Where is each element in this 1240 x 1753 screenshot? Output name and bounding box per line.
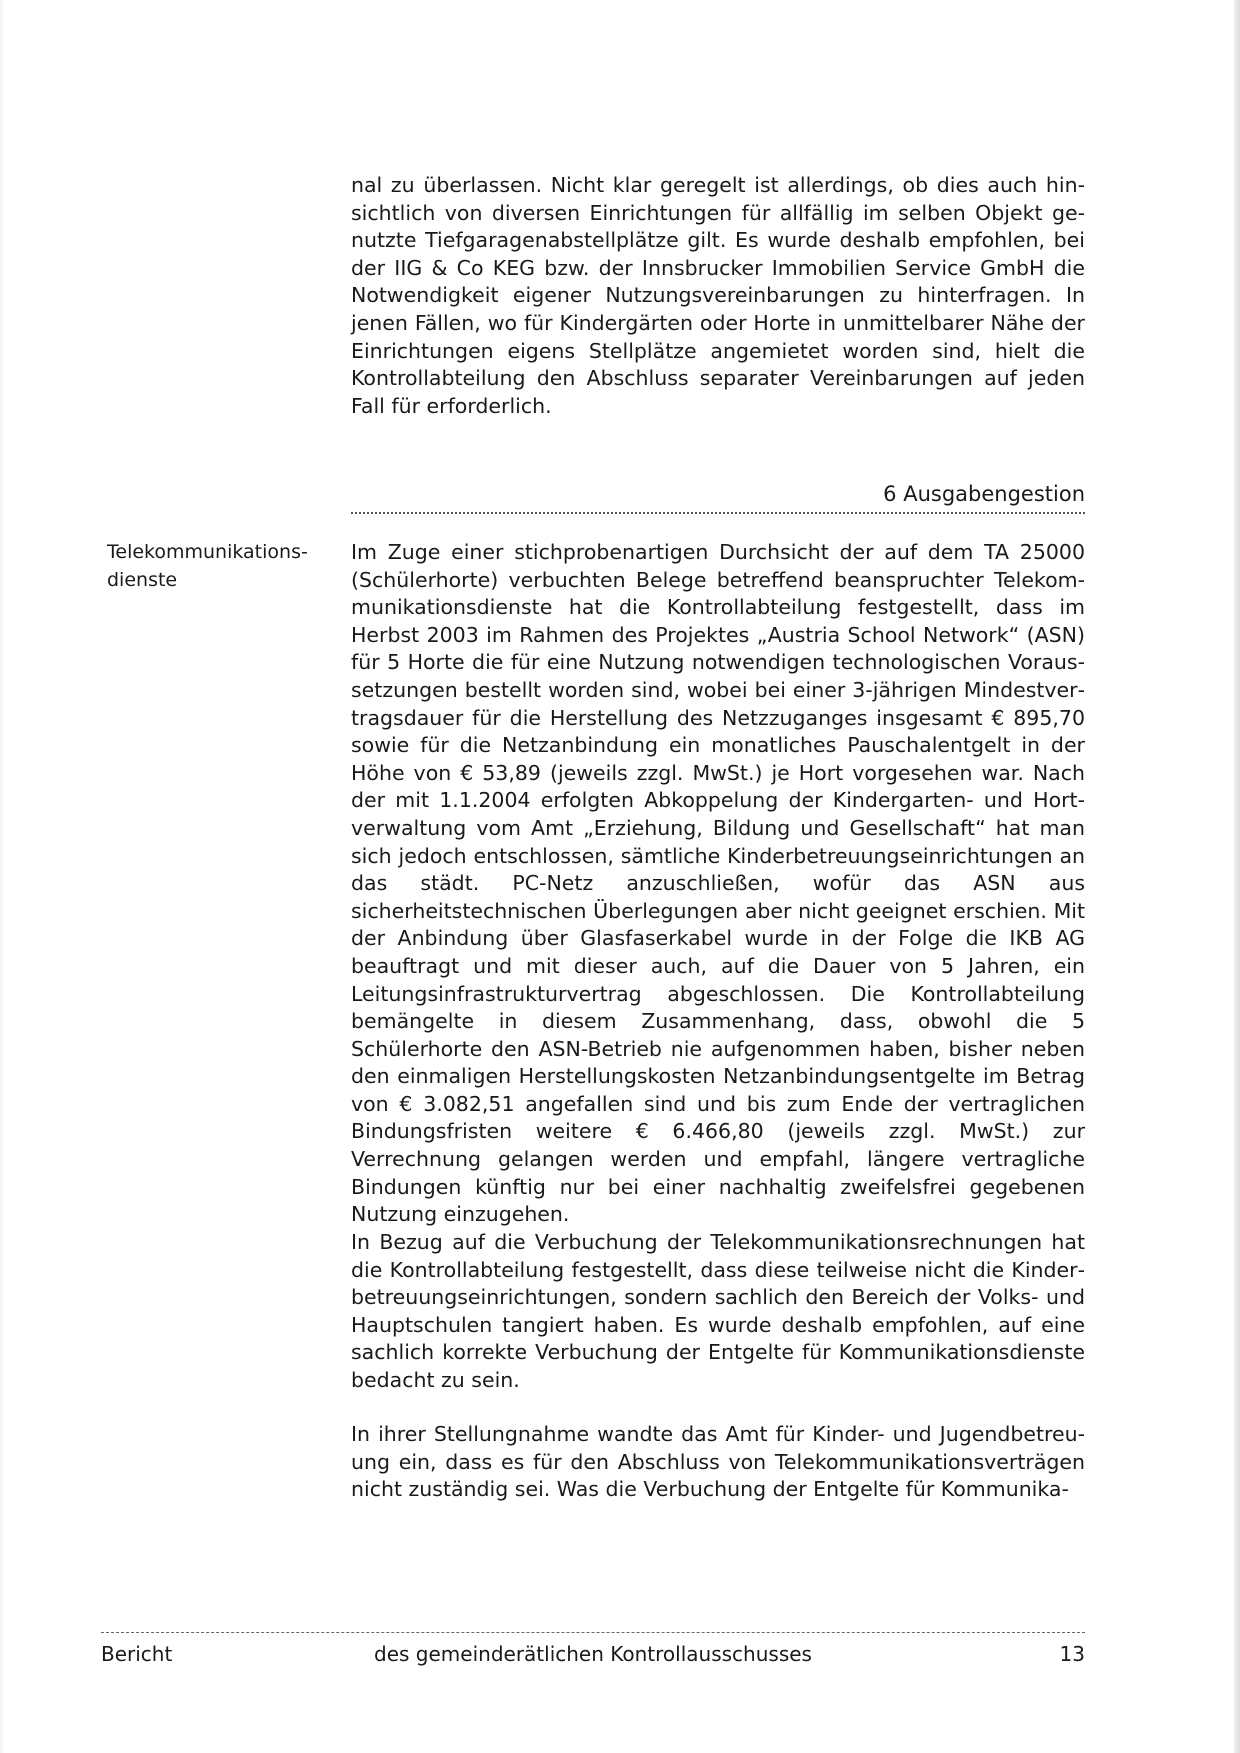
page-number: 13 <box>1059 1642 1085 1666</box>
footer-report-label: Bericht <box>101 1642 173 1666</box>
scan-edge-right <box>1234 0 1240 1753</box>
footer-divider <box>101 1632 1085 1633</box>
section-divider <box>351 512 1085 514</box>
scan-edge-left <box>0 0 3 1753</box>
page-footer <box>101 1640 1085 1670</box>
section-heading: 6 Ausgabengestion <box>883 482 1085 506</box>
footer-committee-label: des gemeinderätlichen Kontrollausschusses <box>374 1642 812 1666</box>
intro-paragraph: nal zu überlassen. Nicht klar geregelt ist allerdings, ob dies auch hinsichtlich von diversen Einrichtungen für allfällig im selben Objekt genutzte Tiefgaragenabstellplätze gilt. Es wurde deshalb empfohlen, bei der IIG & Co KEG bzw. der Innsbrucker Immobilien Service GmbH die Notwendigkeit eigener Nutzungsvereinbarungen zu hinterfragen. In jenen Fällen, wo für Kindergärten oder Horte in unmittelbarer Nähe der Einrichtungen eigens Stellplätze angemietet worden sind, hielt die Kontrollabteilung den Abschluss separater Vereinbarungen auf jeden Fall für erforderlich. <box>351 173 1085 418</box>
margin-note-telekommunikationsdienste: Telekommunikationsdienste <box>107 541 308 591</box>
paragraph-statement: In ihrer Stellungnahme wandte das Amt für Kinder- und Jugendbetreuung ein, dass es für den Abschluss von Telekommunikationsverträgen nicht zuständig sei. Was die Verbuchung der Entgelte für Kommunika- <box>351 1422 1085 1502</box>
paragraph-booking-findings: In Bezug auf die Verbuchung der Telekommunikationsrechnungen hat die Kontrollabteilung festgestellt, dass diese teilweise nicht die Kinderbetreuungseinrichtungen, sondern sachlich den Bereich der Volks- und Hauptschulen tangiert haben. Es wurde deshalb empfohlen, auf eine sachlich korrekte Verbuchung der Entgelte für Kommunikationsdienste bedacht zu sein. <box>351 1230 1085 1392</box>
paragraph-asn-findings: Im Zuge einer stichprobenartigen Durchsicht der auf dem TA 25000 (Schülerhorte) verbuchten Belege betreffend beanspruchter Telekommunikationsdienste hat die Kontrollabteilung festgestellt, dass im Herbst 2003 im Rahmen des Projektes „Austria School Network“ (ASN) für 5 Horte die für eine Nutzung notwendigen technologischen Voraussetzungen bestellt worden sind, wobei bei einer 3-jährigen Mindestvertragsdauer für die Herstellung des Netzzuganges insgesamt € 895,70 sowie für die Netzanbindung ein monatliches Pauschalentgelt in der Höhe von € 53,89 (jeweils zzgl. MwSt.) je Hort vorgesehen war. Nach der mit 1.1.2004 erfolgten Abkoppelung der Kindergarten- und Hortverwaltung vom Amt „Erziehung, Bildung und Gesellschaft“ hat man sich jedoch entschlossen, sämtliche Kinderbetreuungseinrichtungen an das städt. PC-Netz anzuschließen, wofür das ASN aus sicherheitstechnischen Überlegungen aber nicht geeignet erschien. Mit der Anbindung über Glasfaserkabel wurde in der Folge die IKB AG beauftragt und mit dieser auch, auf die Dauer von 5 Jahren, ein Leitungsinfrastrukturvertrag abgeschlossen. Die Kontrollabteilung bemängelte in diesem Zusammenhang, dass, obwohl die 5 Schülerhorte den ASN-Betrieb nie aufgenommen haben, bisher neben den einmaligen Herstellungskosten Netzanbindungsentgelte im Betrag von € 3.082,51 angefallen sind und bis zum Ende der vertraglichen Bindungsfristen weitere € 6.466,80 (jeweils zzgl. MwSt.) zur Verrechnung gelangen werden und empfahl, längere vertragliche Bindungen künftig nur bei einer nachhaltig zweifelsfrei gegebenen Nutzung einzugehen. <box>351 540 1085 1227</box>
